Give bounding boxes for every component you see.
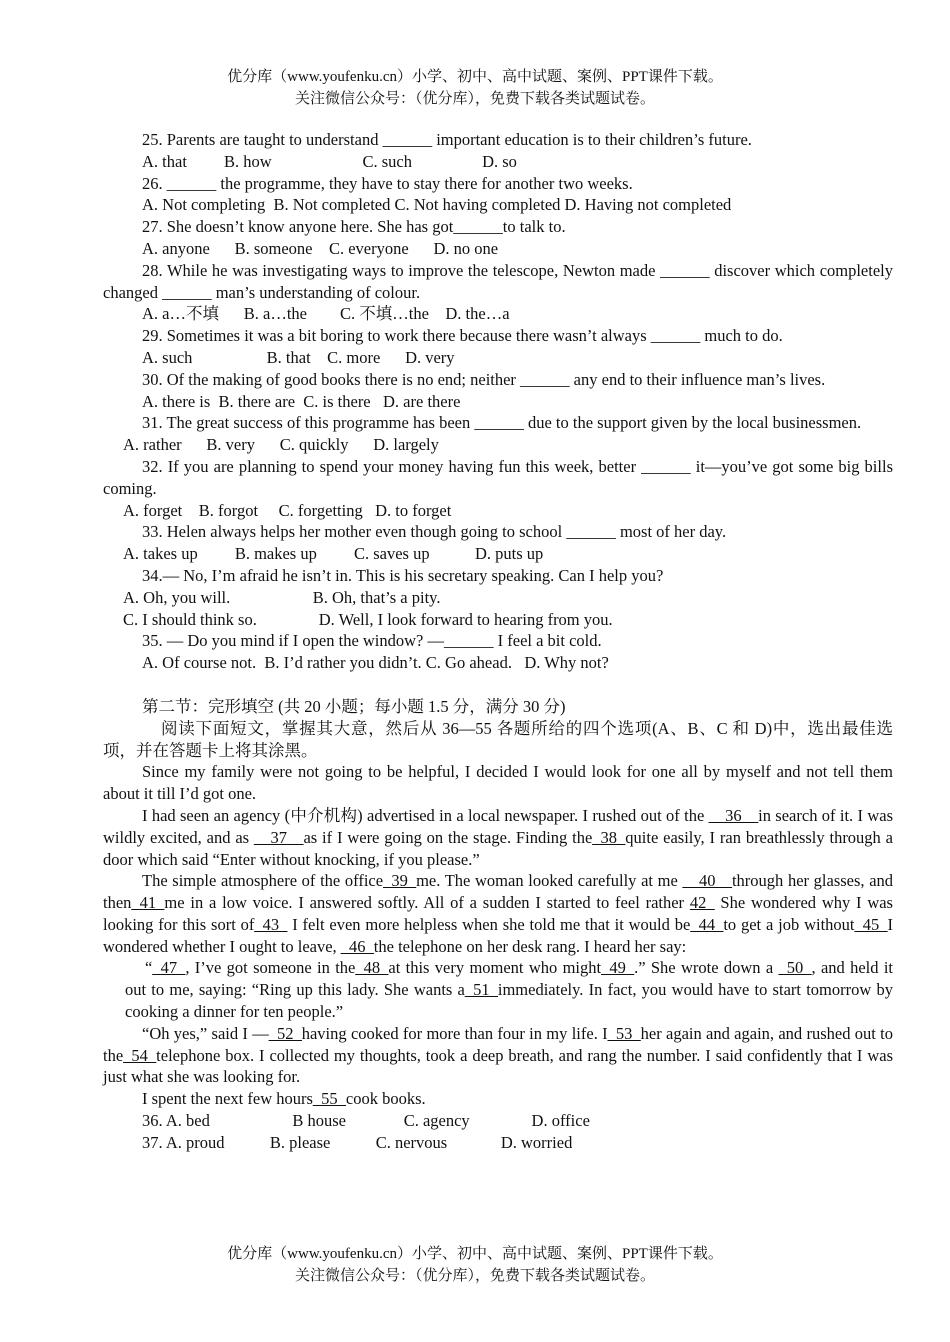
document-body <box>103 129 893 1154</box>
cloze-question-36-options: 36. A. bed B house C. agency D. office <box>142 1111 590 1131</box>
question-35-options: A. Of course not. B. I’d rather you didn’t. C. Go ahead. D. Why not? <box>142 653 609 673</box>
blank-43: _43_ <box>254 914 288 934</box>
passage-text: .” She wrote down a <box>634 958 779 978</box>
cloze-question-37-options: 37. A. proud B. please C. nervous D. worried <box>142 1132 573 1152</box>
question-30-stem: 30. Of the making of good books there is no end; neither ______ any end to their influence man’s lives. <box>142 369 826 389</box>
section-2-title: 第二节：完形填空 (共 20 小题；每小题 1.5 分，满分 30 分) <box>142 696 566 716</box>
passage-text: her again and again, and rushed out to the <box>103 1023 893 1065</box>
question-28-options: A. a…不填 B. a…the C. 不填…the D. the…a <box>142 304 510 324</box>
header-line-2: 关注微信公众号：（优分库），免费下载各类试题试卷。 <box>294 91 655 107</box>
passage-text: , I’ve got someone in the <box>185 958 356 978</box>
passage-paragraph-1: Since my family were not going to be helpful, I decided I would look for one all by myself and not tell them about it till I’d got one. <box>103 762 893 804</box>
passage-text: cook books. <box>345 1089 426 1109</box>
blank-40: __40__ <box>682 871 732 891</box>
question-26-options: A. Not completing B. Not completed C. Not having completed D. Having not completed <box>142 195 732 215</box>
passage-text: through her glasses, and then <box>103 871 894 913</box>
page-footer <box>0 1243 950 1287</box>
blank-52: _52_ <box>268 1023 302 1043</box>
question-33-stem: 33. Helen always helps her mother even though going to school ______ most of her day. <box>142 522 727 542</box>
question-34-options-row-1: A. Oh, you will. B. Oh, that’s a pity. <box>123 587 441 607</box>
header-line-1: 优分库（www.youfenku.cn）小学、初中、高中试题、案例、PPT课件下载。 <box>227 69 723 85</box>
question-27-stem: 27. She doesn’t know anyone here. She has got______to talk to. <box>142 217 566 237</box>
question-29-stem: 29. Sometimes it was a bit boring to work there because there wasn’t always ______ much to do. <box>142 326 783 346</box>
passage-text: , and held it out to me, saying: “Ring up this lady. She wants a <box>125 958 894 1000</box>
blank-39: _39_ <box>383 871 417 891</box>
blank-42: 42_ <box>689 893 715 913</box>
passage-text: The simple atmosphere of the office <box>142 871 384 891</box>
blank-36: __36__ <box>708 805 759 825</box>
blank-47: _47_ <box>152 958 186 978</box>
passage-paragraph-2 <box>103 805 893 870</box>
blank-45: _45_ <box>854 914 888 934</box>
question-34-stem: 34.— No, I’m afraid he isn’t in. This is his secretary speaking. Can I help you? <box>142 565 664 585</box>
footer-line-2: 关注微信公众号：（优分库），免费下载各类试题试卷。 <box>294 1268 655 1284</box>
question-35-stem: 35. — Do you mind if I open the window? —______ I feel a bit cold. <box>142 631 602 651</box>
passage-text: to get a job without <box>723 914 855 934</box>
blank-50: _50_ <box>778 958 812 978</box>
passage-text: me. The woman looked carefully at me <box>416 871 683 891</box>
blank-48: _48_ <box>355 958 389 978</box>
blank-54: _54_ <box>123 1045 157 1065</box>
passage-paragraph-6 <box>103 1088 893 1110</box>
passage-text: immediately. In fact, you would have to start tomorrow by cooking a dinner for ten people.” <box>125 980 893 1022</box>
passage-text: in search of it. I was wildly excited, and as <box>103 805 893 847</box>
passage-text: “ <box>145 958 153 978</box>
question-33-options: A. takes up B. makes up C. saves up D. puts up <box>123 544 544 564</box>
blank-38: _38_ <box>592 827 626 847</box>
question-25-options: A. that B. how C. such D. so <box>142 151 517 171</box>
passage-text: at this very moment who might <box>388 958 602 978</box>
passage-text: the telephone on her desk rang. I heard her say: <box>373 936 687 956</box>
section-2-instructions: 阅读下面短文，掌握其大意，然后从 36—55 各题所给的四个选项(A、B、C 和 D)中，选出最佳选项，并在答题卡上将其涂黑。 <box>103 718 893 760</box>
blank-49: _49_ <box>601 958 635 978</box>
question-31-options: A. rather B. very C. quickly D. largely <box>123 435 439 455</box>
question-34-options-row-2: C. I should think so. D. Well, I look forward to hearing from you. <box>123 609 613 629</box>
blank-44: _44_ <box>690 914 724 934</box>
passage-text: She wondered why I was looking for this sort of <box>103 893 893 934</box>
blank-41: _41_ <box>131 893 165 913</box>
blank-53: _53_ <box>607 1023 641 1043</box>
passage-text: I had seen an agency (中介机构) advertised in a local newspaper. I rushed out of the <box>142 805 709 825</box>
passage-text: I wondered whether I ought to leave, <box>103 914 893 956</box>
question-27-options: A. anyone B. someone C. everyone D. no one <box>142 238 499 258</box>
question-32-options: A. forget B. forgot C. forgetting D. to forget <box>123 500 452 520</box>
question-29-options: A. such B. that C. more D. very <box>142 347 455 367</box>
passage-text: quite easily, I ran breathlessly through a door which said “Enter without knocking, if you please.” <box>103 827 893 869</box>
passage-paragraph-3 <box>103 870 893 957</box>
page-header <box>0 66 950 110</box>
blank-46: _46_ <box>340 936 374 956</box>
question-25-stem: 25. Parents are taught to understand ______ important education is to their children’s future. <box>142 130 752 149</box>
passage-text: “Oh yes,” said I — <box>142 1023 269 1043</box>
passage-text: I felt even more helpless when she told me that it would be <box>287 914 691 934</box>
question-32-stem: 32. If you are planning to spend your money having fun this week, better ______ it—you’ve got some big bills coming. <box>103 456 893 498</box>
passage-text: telephone box. I collected my thoughts, took a deep breath, and rang the number. I said confidently that I was just what she was looking for. <box>103 1045 893 1087</box>
question-31-stem: 31. The great success of this programme has been ______ due to the support given by the local businessmen. <box>142 413 862 433</box>
passage-text: I spent the next few hours <box>142 1089 313 1109</box>
spacer <box>103 674 893 696</box>
blank-37: __37__ <box>253 827 304 847</box>
passage-text: me in a low voice. I answered softly. All of a sudden I started to feel rather <box>164 893 690 913</box>
question-30-options: A. there is B. there are C. is there D. are there <box>142 391 461 411</box>
blank-55: _55_ <box>312 1089 346 1109</box>
passage-text: as if I were going on the stage. Finding the <box>303 827 593 847</box>
footer-line-1: 优分库（www.youfenku.cn）小学、初中、高中试题、案例、PPT课件下载。 <box>227 1246 723 1262</box>
passage-paragraph-5 <box>103 1023 893 1088</box>
blank-51: _51_ <box>464 980 498 1000</box>
question-26-stem: 26. ______ the programme, they have to stay there for another two weeks. <box>142 173 633 193</box>
question-28-stem: 28. While he was investigating ways to improve the telescope, Newton made ______ discover which completely changed ______ man’s understanding of colour. <box>103 260 893 302</box>
passage-paragraph-4 <box>103 957 893 1022</box>
passage-text: having cooked for more than four in my life. I <box>301 1023 608 1043</box>
